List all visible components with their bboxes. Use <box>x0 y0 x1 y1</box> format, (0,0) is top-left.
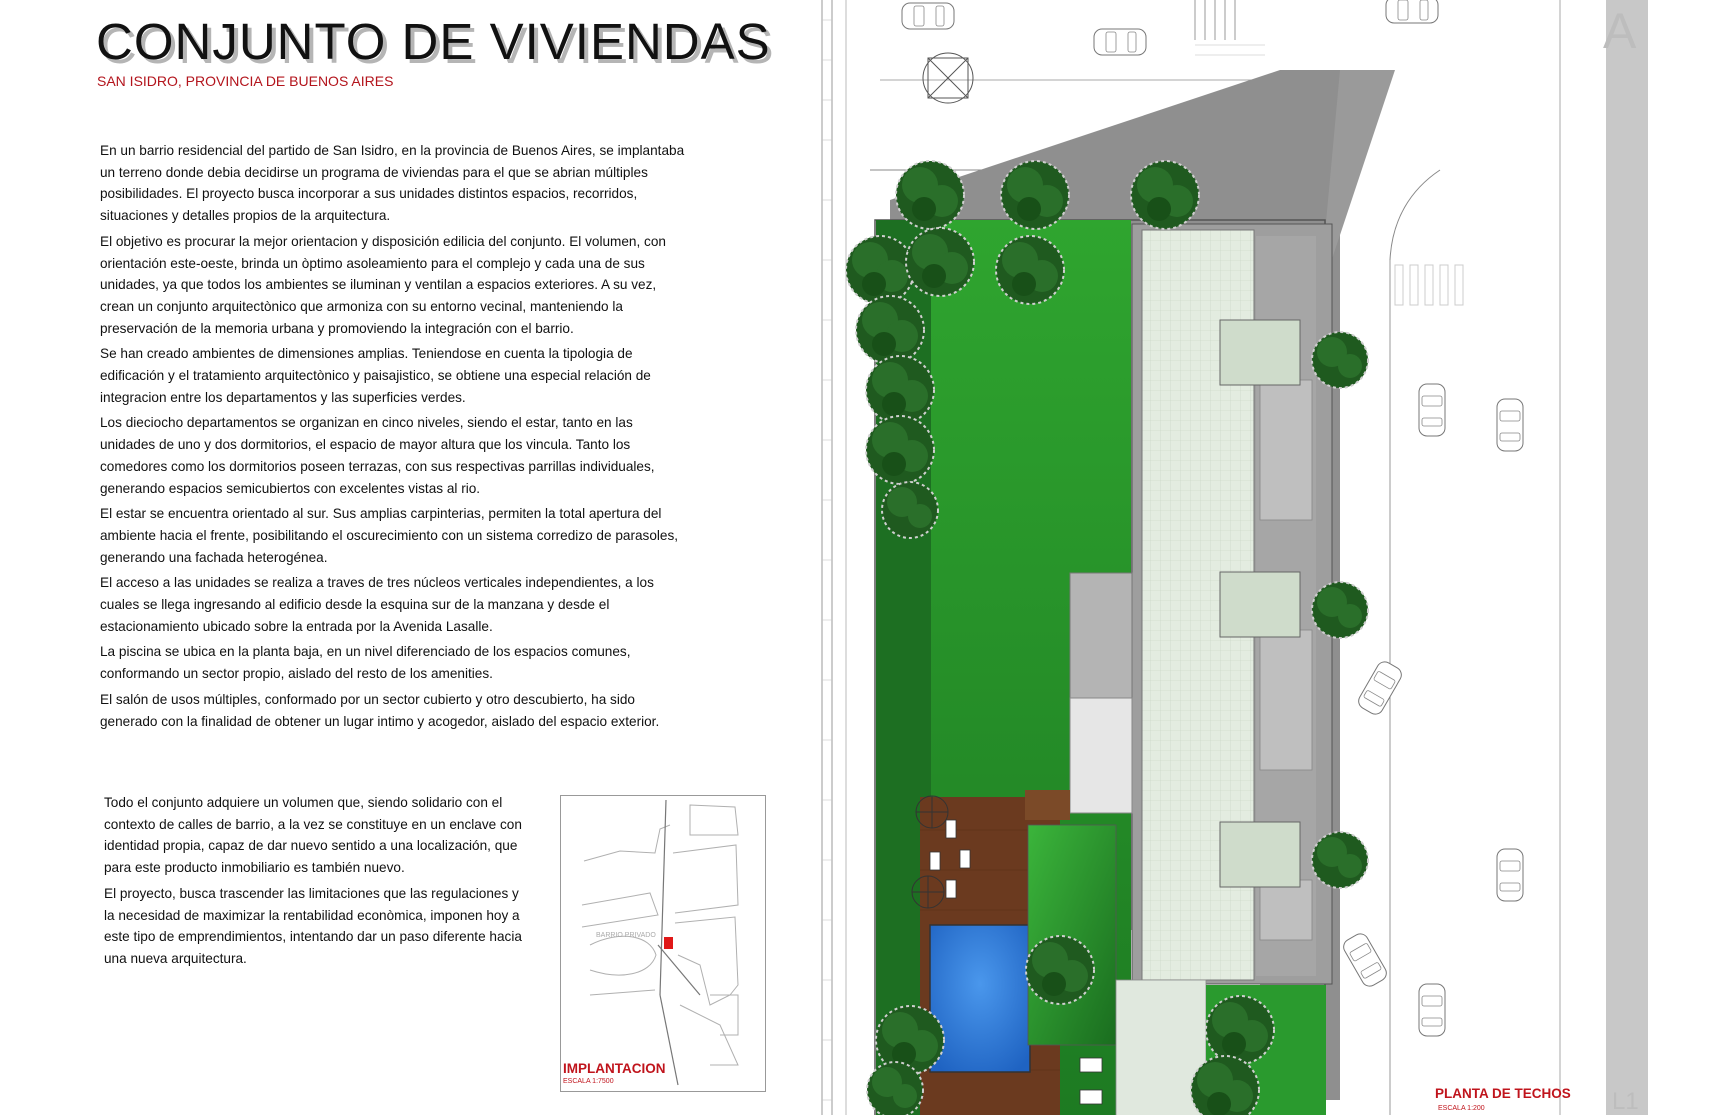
site-plan-title: PLANTA DE TECHOS <box>1435 1086 1571 1101</box>
site-plan-scale: ESCALA 1:200 <box>1438 1105 1485 1112</box>
description-paragraph: El estar se encuentra orientado al sur. Sus amplias carpinterias, permiten la total apertura del ambiente hacia el frente, posibilitando el oscurecimiento con un sistema corredizo de parasoles, generando una fachada heterogénea. <box>100 506 679 565</box>
location-map <box>560 795 766 1092</box>
description-paragraph: Se han creado ambientes de dimensiones amplias. Teniendose en cuenta la tipologia de edificación y el tratamiento arquitectònico y paisajistico, se obtiene una especial relación de integracion entre los departamentos y las superficies verdes. <box>100 346 651 405</box>
description-paragraph: El objetivo es procurar la mejor orientacion y disposición edilicia del conjunto. El volumen, con orientación este-oeste, brinda un òptimo asoleamiento para el complejo y cada una de sus unidades, ya que todos los ambientes se iluminan y ventilan a espacios exteriores. A su vez, crean un conjunto arquitectònico que armoniza con su entorno vecinal, manteniendo la preservación de la memoria urbana y promoviendo la integración con el barrio. <box>100 233 666 336</box>
description-text-narrow <box>104 792 524 974</box>
description-paragraph: La piscina se ubica en la planta baja, en un nivel diferenciado de los espacios comunes, conformando un sector propio, aislado del resto de los amenities. <box>100 644 631 682</box>
location-map-title: IMPLANTACION <box>563 1061 666 1076</box>
description-paragraph: El proyecto, busca trascender las limitaciones que las regulaciones y la necesidad de maximizar la rentabilidad econòmica, imponen hoy a este tipo de emprendimientos, intentando dar un paso diferente hacia una nueva arquitectura. <box>104 885 522 966</box>
site-location-marker <box>664 937 673 949</box>
description-paragraph: Los dieciocho departamentos se organizan en cinco niveles, siendo el estar, tanto en las unidades de uno y dos dormitorios, el espacio de mayor altura que los vincula. Tanto los comedores como los dormitorios poseen terrazas, con sus respectivas parrillas individuales, generando espacios semicubiertos con excelentes vistas al rio. <box>100 415 655 496</box>
neighborhood-label: BARRIO PRIVADO <box>596 932 656 939</box>
description-paragraph: En un barrio residencial del partido de San Isidro, en la provincia de Buenos Aires, se implantaba un terreno donde debia decidirse un programa de viviendas para el que se abrian múltiples posibilidades. El proyecto busca incorporar a sus unidades distintos espacios, recorridos, situaciones y detalles propios de la arquitectura. <box>100 143 685 224</box>
description-paragraph: El salón de usos múltiples, conformado por un sector cubierto y otro descubierto, ha sido generado con la finalidad de obtener un lugar intimo y acogedor, aislado del espacio exterior. <box>100 691 660 729</box>
description-paragraph: El acceso a las unidades se realiza a traves de tres núcleos verticales independientes, a los cuales se llega ingresando al edificio desde la esquina sur de la manzana y desde el estacionamiento ubicado sobre la entrada por la Avenida Lasalle. <box>100 575 654 634</box>
site-plan-drawing <box>820 0 1723 1115</box>
description-text <box>100 140 690 736</box>
page-subtitle: SAN ISIDRO, PROVINCIA DE BUENOS AIRES <box>97 73 394 89</box>
page-title: CONJUNTO DE VIVIENDAS <box>96 13 771 70</box>
description-paragraph: Todo el conjunto adquiere un volumen que, siendo solidario con el contexto de calles de barrio, a la vez se constituye en un enclave con identidad propia, capaz de dar nuevo sentido a una localización, que para este producto inmobiliario es también nuevo. <box>104 795 522 876</box>
sheet-letter: A <box>1603 3 1637 59</box>
location-map-scale: ESCALA 1:7500 <box>563 1078 614 1085</box>
sheet-number: L1 <box>1612 1088 1639 1115</box>
